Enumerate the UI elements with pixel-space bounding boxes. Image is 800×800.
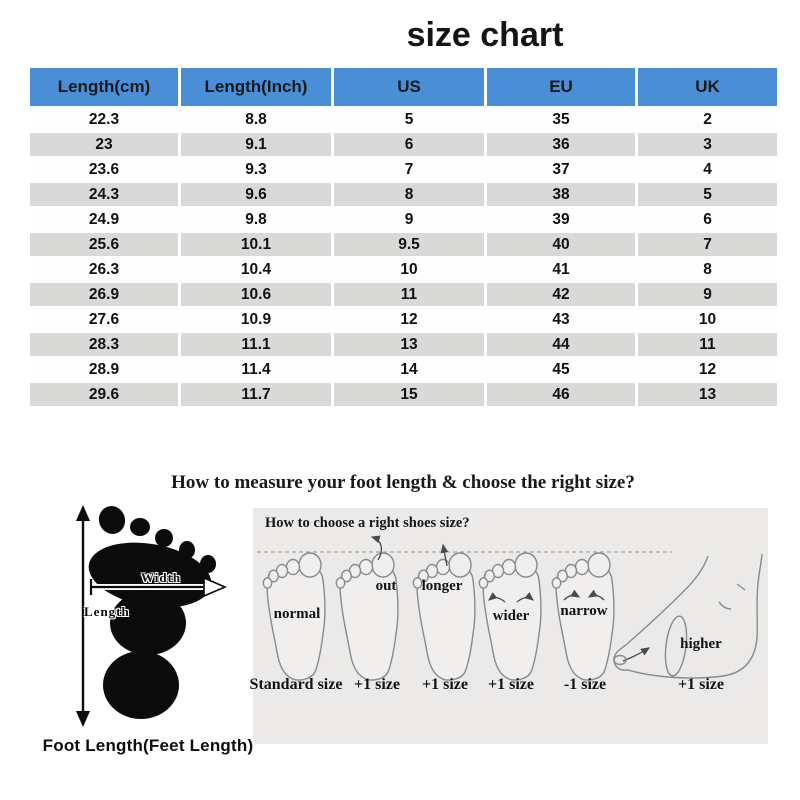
table-cell: 24.3 bbox=[30, 183, 178, 206]
table-cell: 8.8 bbox=[181, 108, 331, 131]
foot-length-caption: Foot Length(Feet Length) bbox=[42, 736, 254, 755]
table-row bbox=[30, 108, 777, 131]
table-cell: 10.9 bbox=[181, 308, 331, 331]
table-cell: 26.3 bbox=[30, 258, 178, 281]
table-cell: 8 bbox=[334, 183, 484, 206]
table-cell: 7 bbox=[638, 233, 777, 256]
table-row bbox=[30, 383, 777, 406]
column-header: Length(cm) bbox=[30, 68, 178, 106]
table-cell: 22.3 bbox=[30, 108, 178, 131]
foot-type-label-longer: longer bbox=[421, 578, 463, 594]
table-cell: 11 bbox=[334, 283, 484, 306]
column-header: US bbox=[334, 68, 484, 106]
table-cell: 10 bbox=[638, 308, 777, 331]
table-cell: 42 bbox=[487, 283, 635, 306]
table-cell: 6 bbox=[334, 133, 484, 156]
table-cell: 35 bbox=[487, 108, 635, 131]
table-cell: 12 bbox=[334, 308, 484, 331]
size-table-body bbox=[30, 108, 777, 406]
table-cell: 14 bbox=[334, 358, 484, 381]
size-adjust-label: +1 size bbox=[678, 676, 724, 693]
column-header: EU bbox=[487, 68, 635, 106]
foot-type-label-narrow: narrow bbox=[560, 603, 608, 619]
table-cell: 37 bbox=[487, 158, 635, 181]
higher-arrow bbox=[623, 648, 649, 661]
size-table bbox=[27, 66, 780, 408]
size-table-header bbox=[30, 68, 777, 106]
table-cell: 7 bbox=[334, 158, 484, 181]
feet-illustration bbox=[253, 508, 768, 744]
table-cell: 6 bbox=[638, 208, 777, 231]
table-cell: 28.9 bbox=[30, 358, 178, 381]
measure-section-heading: How to measure your foot length & choose the right size? bbox=[171, 472, 635, 493]
table-cell: 23.6 bbox=[30, 158, 178, 181]
table-cell: 11 bbox=[638, 333, 777, 356]
table-cell: 5 bbox=[334, 108, 484, 131]
foot-type-label-higher: higher bbox=[680, 636, 722, 652]
side-foot-illustration bbox=[614, 554, 762, 678]
table-row bbox=[30, 358, 777, 381]
table-cell: 9 bbox=[334, 208, 484, 231]
table-cell: 10.4 bbox=[181, 258, 331, 281]
table-cell: 23 bbox=[30, 133, 178, 156]
size-adjust-label: -1 size bbox=[563, 676, 607, 693]
table-cell: 10.6 bbox=[181, 283, 331, 306]
table-cell: 9.1 bbox=[181, 133, 331, 156]
size-adjust-label: Standard size bbox=[249, 676, 343, 693]
table-cell: 13 bbox=[334, 333, 484, 356]
table-cell: 9 bbox=[638, 283, 777, 306]
table-row bbox=[30, 333, 777, 356]
table-cell: 11.7 bbox=[181, 383, 331, 406]
table-cell: 29.6 bbox=[30, 383, 178, 406]
footprint-illustration bbox=[20, 495, 255, 735]
table-row bbox=[30, 258, 777, 281]
page-title: size chart bbox=[406, 16, 564, 54]
table-cell: 3 bbox=[638, 133, 777, 156]
table-cell: 44 bbox=[487, 333, 635, 356]
table-row bbox=[30, 183, 777, 206]
table-cell: 36 bbox=[487, 133, 635, 156]
table-cell: 13 bbox=[638, 383, 777, 406]
table-cell: 9.8 bbox=[181, 208, 331, 231]
table-cell: 27.6 bbox=[30, 308, 178, 331]
table-cell: 5 bbox=[638, 183, 777, 206]
table-cell: 46 bbox=[487, 383, 635, 406]
table-cell: 41 bbox=[487, 258, 635, 281]
table-row bbox=[30, 158, 777, 181]
table-cell: 39 bbox=[487, 208, 635, 231]
table-cell: 15 bbox=[334, 383, 484, 406]
foot-type-label-out: out bbox=[375, 578, 397, 594]
table-row bbox=[30, 233, 777, 256]
table-cell: 38 bbox=[487, 183, 635, 206]
length-label: Length bbox=[84, 604, 130, 619]
table-cell: 11.1 bbox=[181, 333, 331, 356]
table-cell: 9.6 bbox=[181, 183, 331, 206]
table-cell: 10 bbox=[334, 258, 484, 281]
table-cell: 9.3 bbox=[181, 158, 331, 181]
footprint-diagram bbox=[20, 495, 255, 735]
table-cell: 24.9 bbox=[30, 208, 178, 231]
table-row bbox=[30, 133, 777, 156]
size-adjust-label: +1 size bbox=[354, 676, 400, 693]
choose-size-panel bbox=[249, 508, 768, 744]
table-cell: 11.4 bbox=[181, 358, 331, 381]
table-row bbox=[30, 283, 777, 306]
choose-panel-heading: How to choose a right shoes size? bbox=[265, 515, 470, 531]
table-row bbox=[30, 208, 777, 231]
width-label: Width bbox=[141, 570, 182, 585]
foot-type-label-wider: wider bbox=[492, 608, 530, 624]
table-row bbox=[30, 308, 777, 331]
column-header: Length(Inch) bbox=[181, 68, 331, 106]
table-cell: 43 bbox=[487, 308, 635, 331]
table-cell: 45 bbox=[487, 358, 635, 381]
foot-type-label-normal: normal bbox=[273, 606, 321, 622]
table-cell: 4 bbox=[638, 158, 777, 181]
size-adjust-label: +1 size bbox=[422, 676, 468, 693]
table-cell: 2 bbox=[638, 108, 777, 131]
size-adjust-label: +1 size bbox=[488, 676, 534, 693]
table-cell: 10.1 bbox=[181, 233, 331, 256]
table-cell: 9.5 bbox=[334, 233, 484, 256]
table-cell: 25.6 bbox=[30, 233, 178, 256]
column-header: UK bbox=[638, 68, 777, 106]
table-cell: 40 bbox=[487, 233, 635, 256]
table-cell: 12 bbox=[638, 358, 777, 381]
table-cell: 28.3 bbox=[30, 333, 178, 356]
table-cell: 8 bbox=[638, 258, 777, 281]
table-cell: 26.9 bbox=[30, 283, 178, 306]
